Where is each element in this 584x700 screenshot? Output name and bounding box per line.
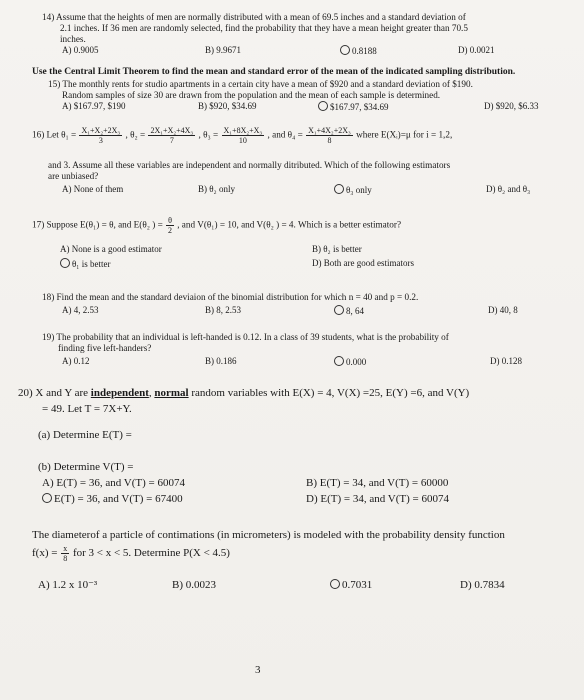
q14-text-line2: 2.1 inches. If 36 men are randomly selected, find the probability that they have a mean height greater than 70.5 (60, 23, 468, 33)
q16-option-c (334, 184, 372, 195)
q19-option-a: A) 0.12 (62, 356, 90, 366)
q20-independent-emphasis: independent (90, 387, 149, 399)
q14-option-a: A) 0.9005 (62, 45, 99, 55)
question-18 (42, 292, 418, 303)
q15-option-a: A) $167.97, $190 (62, 101, 126, 111)
radio-circle-icon (334, 305, 344, 315)
q19-option-d: D) 0.128 (490, 356, 522, 366)
section-heading: Use the Central Limit Theorem to find the mean and standard error of the mean of the indicated sampling distribution. (32, 67, 516, 77)
fraction-numerator: X₁+X₂+2X₃ (81, 126, 121, 135)
q15-text-line1: 15) The monthly rents for studio apartments in a certain city have a mean of $920 and a standard deviation of $190. (48, 79, 473, 89)
q19-text-line2: finding five left-handers? (58, 343, 152, 353)
q17-fraction (166, 216, 174, 235)
fraction-denominator: 8 (63, 554, 68, 563)
radio-circle-icon (334, 356, 344, 366)
q20-part-b: (b) Determine V(T) = (38, 461, 134, 473)
q16-option-c-text: θ₃ only (346, 185, 372, 195)
q16-theta4-fraction (306, 126, 353, 145)
q16-theta1-fraction (79, 126, 122, 145)
q14-text-line1: 14) Assume that the heights of men are normally distributed with a mean of 69.5 inches and a standard deviation of (42, 12, 466, 22)
q16-option-a: A) None of them (62, 184, 124, 194)
q17-option-a: A) None is a good estimator (60, 244, 162, 254)
q14-option-c-text: 0.8188 (352, 46, 377, 56)
q21-option-a: A) 1.2 x 10⁻³ (38, 579, 98, 591)
page-number: 3 (255, 664, 261, 676)
q20-text: 20) X and Y are (18, 387, 91, 399)
q20-normal-emphasis: normal (154, 387, 189, 399)
fraction-numerator: 2X₁+X₂+4X₃ (150, 126, 194, 135)
q17-text: 17) Suppose E(θ₁) = θ, and E(θ₂ ) = (32, 219, 163, 230)
fraction-denominator: 10 (238, 136, 247, 145)
fraction-denominator: 8 (327, 136, 332, 145)
question-19 (42, 332, 449, 354)
fraction-numerator: x (63, 544, 68, 553)
q18-option-b: B) 8, 2.53 (205, 305, 241, 315)
question-17 (32, 216, 401, 235)
question-15 (48, 79, 473, 101)
q16-option-d: D) θ₂ and θ₃ (486, 184, 531, 194)
q21-option-c-text: 0.7031 (342, 579, 373, 591)
radio-circle-icon (334, 184, 344, 194)
q16-text-line2: and 3. Assume all these variables are independent and normally ditributed. Which of the following estimators (48, 160, 451, 170)
q16-text: where E(Xᵢ)=μ for i = 1,2, (356, 129, 453, 140)
q14-text-line3: inches. (60, 34, 86, 44)
radio-circle-icon (42, 493, 52, 503)
q20-option-b: B) E(T) = 34, and V(T) = 60000 (306, 477, 449, 489)
q20-text: random variables with E(X) = 4, V(X) =25, E(Y) =6, and V(Y) (188, 387, 470, 399)
question-16-cont (48, 160, 450, 182)
q17-option-b: B) θ₂ is better (312, 244, 362, 254)
q16-theta3-fraction (222, 126, 265, 145)
radio-circle-icon (330, 579, 340, 589)
q14-option-d: D) 0.0021 (458, 45, 495, 55)
q16-text: , θ₂ = (125, 129, 146, 140)
q15-option-c-text: $167.97, $34.69 (330, 102, 389, 112)
question-16 (32, 126, 452, 145)
q16-option-b: B) θ₂ only (198, 184, 235, 194)
q21-fraction (61, 544, 69, 563)
q16-text: , and θ₄ = (267, 129, 303, 140)
q18-option-c (334, 305, 364, 316)
q16-text-line3: are unbiased? (48, 171, 99, 181)
radio-circle-icon (340, 45, 350, 55)
q18-text-line1: 18) Find the mean and the standard deviaion of the binomial distribution for which n = 40 and p = 0.2. (42, 292, 419, 302)
q17-option-c (60, 258, 110, 269)
q16-text: , θ₃ = (198, 129, 219, 140)
q21-option-b: B) 0.0023 (172, 579, 216, 591)
q14-option-b: B) 9.9671 (205, 45, 241, 55)
q18-option-c-text: 8, 64 (346, 306, 364, 316)
q16-theta2-fraction (148, 126, 195, 145)
q20-option-d: D) E(T) = 34, and V(T) = 60074 (306, 493, 449, 505)
q20-part-a: (a) Determine E(T) = (38, 429, 132, 441)
q20-text: , (148, 387, 155, 399)
q20-option-c (42, 492, 183, 507)
q15-text-line2: Random samples of size 30 are drawn from the population and the mean of each sample is determined. (62, 90, 441, 100)
q20-option-c-text: E(T) = 36, and V(T) = 67400 (54, 493, 183, 505)
q20-option-a: A) E(T) = 36, and V(T) = 60074 (42, 477, 185, 489)
q20-text-line2: = 49. Let T = 7X+Y. (42, 403, 132, 415)
q19-text-line1: 19) The probability that an individual is left-handed is 0.12. In a class of 39 students, what is the probability of (42, 332, 449, 342)
q21-text-line2 (32, 544, 230, 563)
q17-option-c-text: θ₁ is better (72, 259, 111, 269)
question-14 (42, 12, 468, 45)
fraction-numerator: X₁+4X₂+2X₃ (308, 126, 351, 135)
q21-text: f(x) = (32, 547, 58, 560)
q19-option-c-text: 0.000 (346, 357, 367, 367)
q17-option-d: D) Both are good estimators (312, 258, 414, 268)
q19-option-b: B) 0.186 (205, 356, 237, 366)
q21-option-d: D) 0.7834 (460, 579, 505, 591)
q15-option-b: B) $920, $34.69 (198, 101, 257, 111)
q15-option-d: D) $920, $6.33 (484, 101, 539, 111)
q14-option-c (340, 45, 377, 56)
q17-text: , and V(θ₁) = 10, and V(θ₂ ) = 4. Which is a better estimator? (177, 219, 402, 230)
q18-option-a: A) 4, 2.53 (62, 305, 99, 315)
q15-option-c (318, 101, 389, 112)
q19-option-c (334, 356, 366, 367)
fraction-denominator: 3 (98, 136, 103, 145)
radio-circle-icon (60, 258, 70, 268)
question-20 (18, 386, 469, 401)
q18-option-d: D) 40, 8 (488, 305, 518, 315)
q21-option-c (330, 578, 372, 593)
q16-label: 16) Let θ₁ = (32, 129, 77, 140)
fraction-numerator: θ (168, 216, 172, 225)
fraction-denominator: 2 (167, 226, 172, 235)
q21-text: for 3 < x < 5. Determine P(X < 4.5) (72, 547, 230, 560)
fraction-numerator: X₁+8X₂+X₃ (223, 126, 263, 135)
radio-circle-icon (318, 101, 328, 111)
question-21: The diameterof a particle of contimations (in micrometers) is modeled with the probability density function (32, 529, 505, 541)
fraction-denominator: 7 (169, 136, 174, 145)
